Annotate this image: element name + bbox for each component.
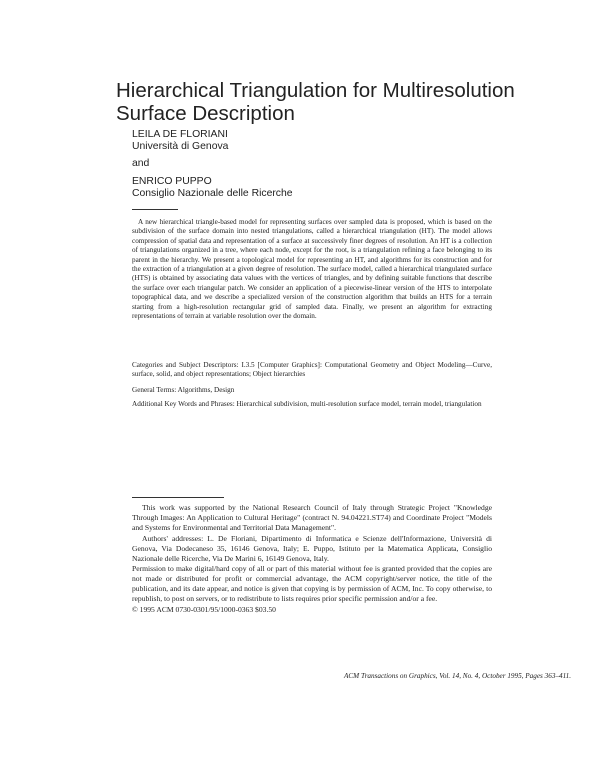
author-affiliation: Consiglio Nazionale delle Ricerche — [132, 187, 293, 199]
author-conjunction: and — [132, 158, 150, 170]
abstract — [132, 218, 492, 321]
footnote-rule — [132, 497, 224, 498]
permission-note: Permission to make digital/hard copy of all or part of this material without fee is granted provided that the copies are not made or distributed for profit or commercial advantage, the ACM copyright/server notice, the title of the publication, and its date appear, and notice is given that copying is by permission of ACM, Inc. To copy otherwise, to republish, to post on servers, or to redistribute to lists requires prior specific permission and/or a fee. — [132, 564, 492, 604]
funding-note: This work was supported by the National Research Council of Italy through Strategic Project "Knowledge Through Images: An Application to Cultural Heritage" (contract N. 94.04221.ST74) and Coordinate Project "Models and Systems for Environmental and Territorial Data Management". — [132, 503, 492, 532]
author-block — [132, 129, 293, 200]
categories: Categories and Subject Descriptors: I.3.5 [Computer Graphics]: Computational Geometry and Object Modeling—Curve, surface, solid, and object representations; Object hierarchies — [132, 361, 492, 379]
author-name: LEILA DE FLORIANI — [132, 129, 228, 140]
copyright-note: © 1995 ACM 0730-0301/95/1000-0363 $03.50 — [132, 605, 276, 615]
abstract-text: A new hierarchical triangle-based model for representing surfaces over sampled data is proposed, which is based on the subdivision of the surface domain into nested triangulations, called a hierarchical triangulation (HT). The model allows compression of spatial data and representation of a surface at successively finer degrees of resolution. An HT is a collection of triangulations organized in a tree, where each node, except for the root, is a triangulation refining a face belonging to its parent in the hierarchy. We present a topological model for representing an HT, and algorithms for its construction and for the extraction of a triangulation at a given degree of resolution. The surface model, called a hierarchical triangulated surface (HTS) is obtained by associating data values with the vertices of triangles, and by defining suitable functions that describe the surface over each triangular patch. We consider an application of a piecewise-linear version of the HTS to interpolate topographical data, and we describe a specialized version of the construction algorithm that builds an HTS for a terrain starting from a high-resolution rectangular grid of sampled data. Finally, we present an algorithm for extracting representations of terrain at variable resolution over the domain. — [132, 218, 492, 321]
author-affiliation: Università di Genova — [132, 141, 229, 153]
running-footer: ACM Transactions on Graphics, Vol. 14, No. 4, October 1995, Pages 363–411. — [344, 672, 572, 680]
paper-title: Hierarchical Triangulation for Multiresolution Surface Description — [116, 79, 515, 125]
categories-block — [132, 361, 492, 380]
section-rule — [132, 209, 178, 210]
author-name: ENRICO PUPPO — [132, 175, 212, 187]
general-terms: General Terms: Algorithms, Design — [132, 386, 235, 394]
footnotes — [132, 503, 492, 616]
keywords-block — [132, 400, 492, 409]
keywords: Additional Key Words and Phrases: Hierarchical subdivision, multi-resolution surface model, terrain model, triangulation — [132, 400, 482, 408]
general-terms-block — [132, 386, 492, 395]
address-note: Authors' addresses: L. De Floriani, Dipartimento di Informatica e Scienze dell'Informazione, Università di Genova, Via Dodecaneso 35, 16146 Genova, Italy; E. Puppo, Istituto per la Matematica Applicata, Consiglio Nazionale delle Ricerche, Via De Marini 6, 16149 Genova, Italy. — [132, 533, 492, 563]
